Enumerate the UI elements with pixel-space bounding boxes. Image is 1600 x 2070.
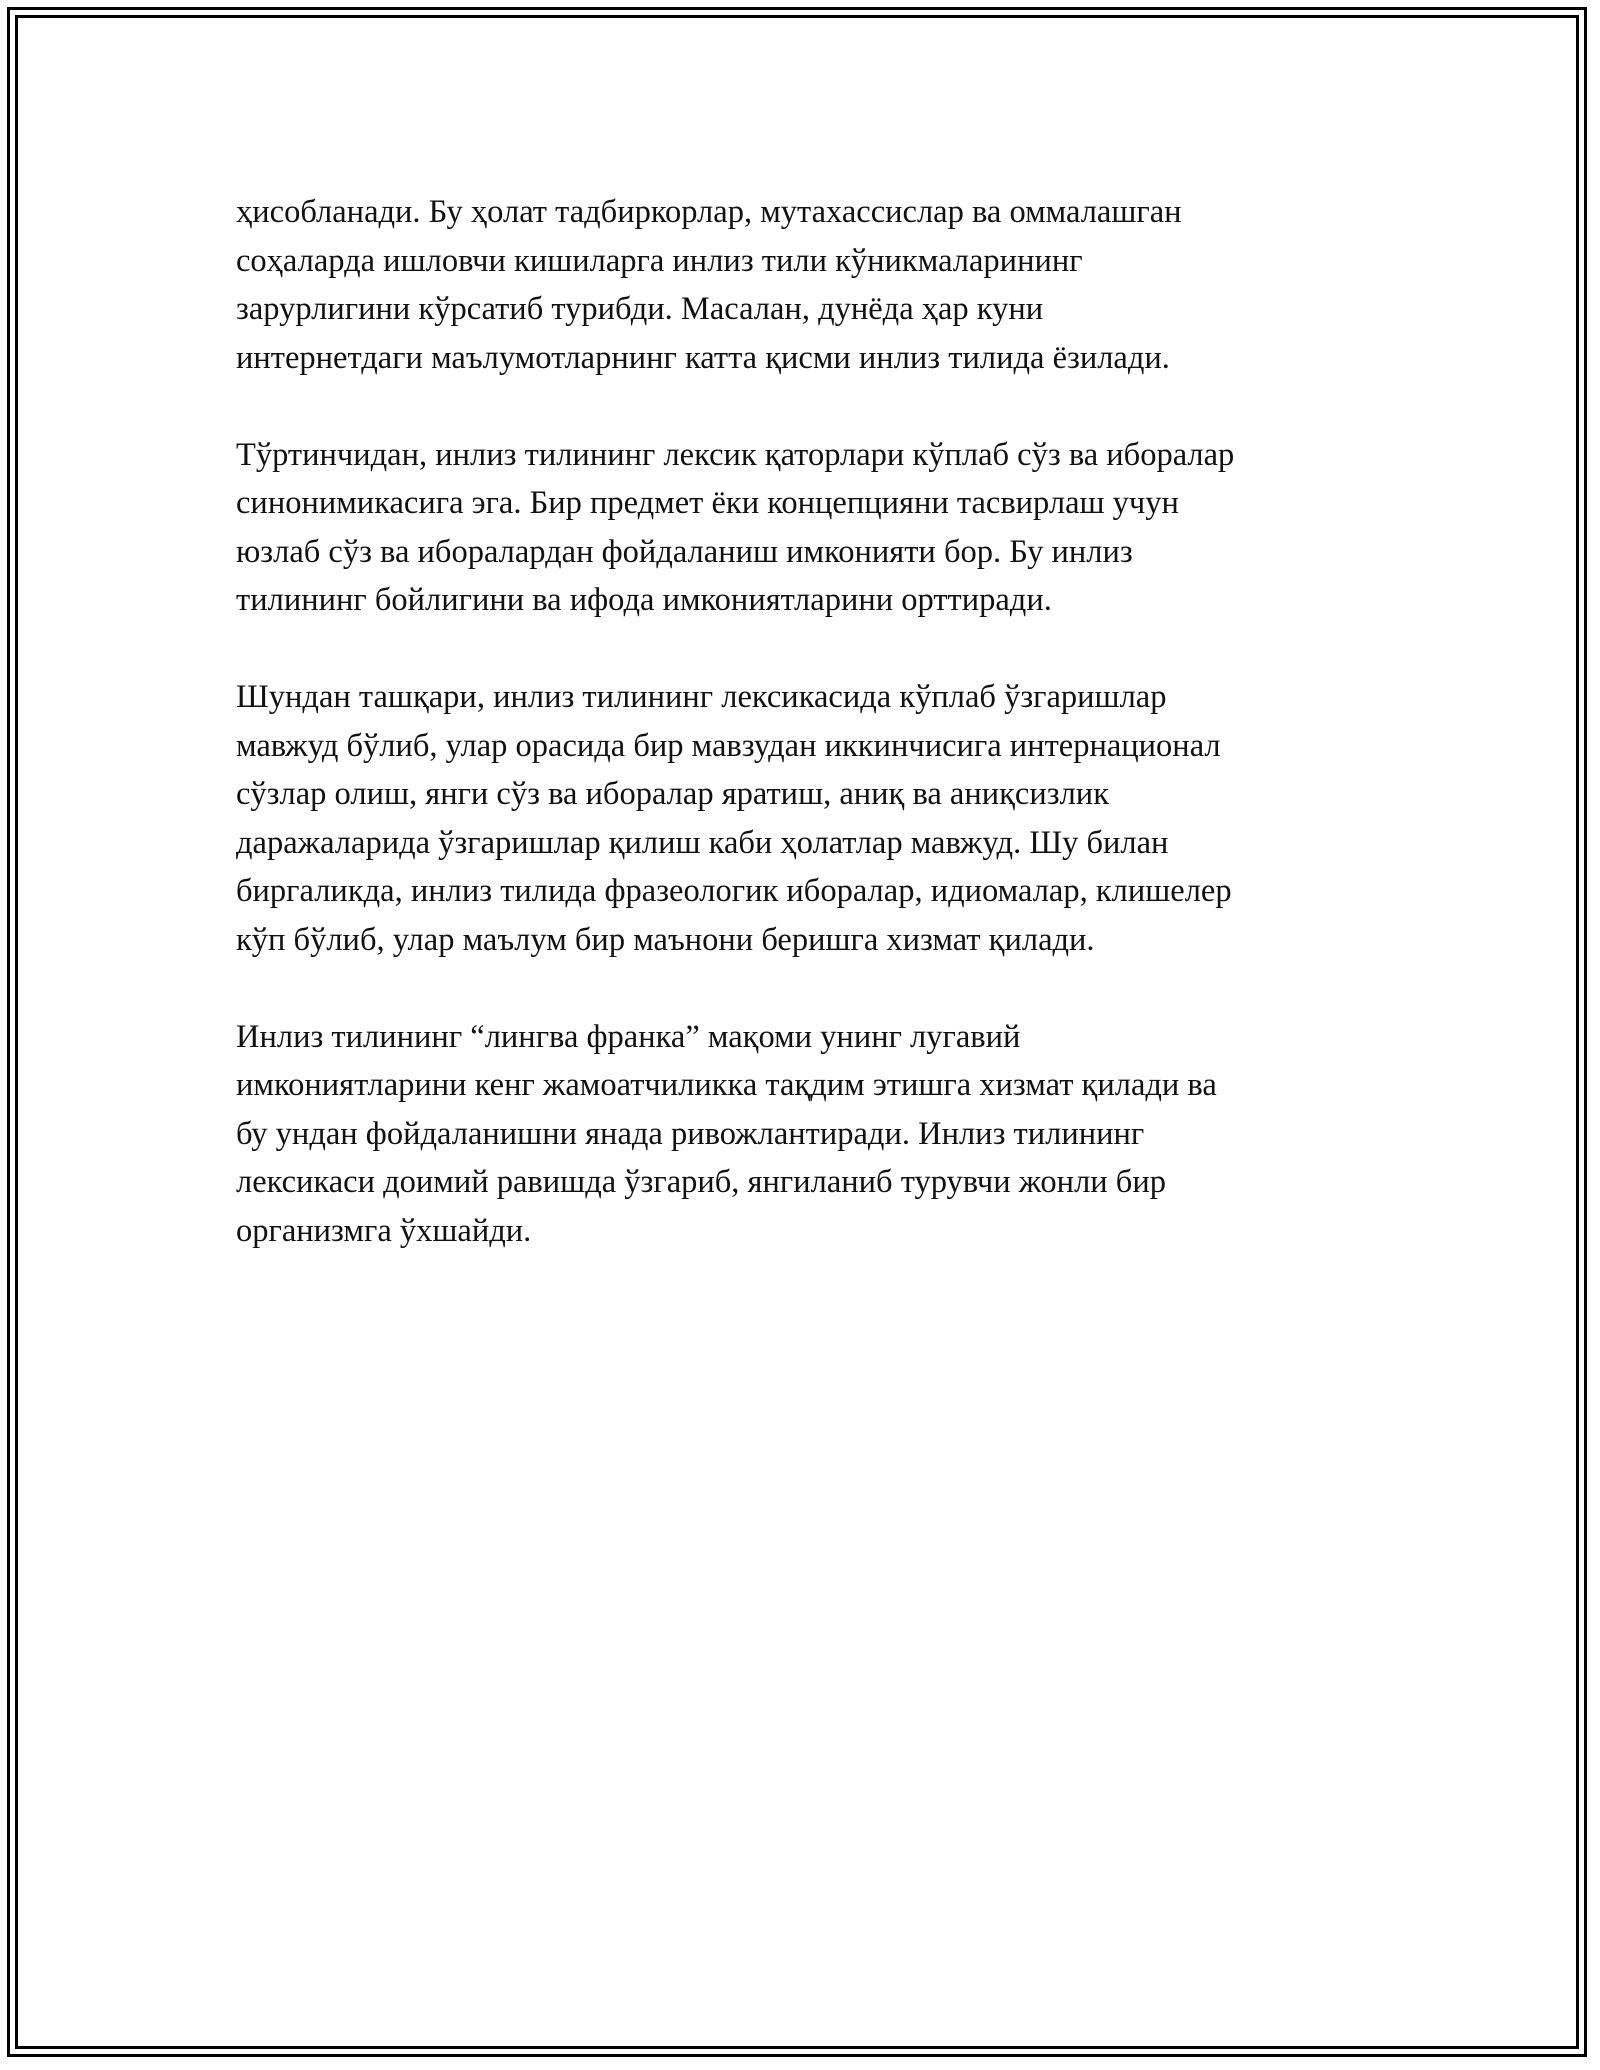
paragraph-2: Тўртинчидан, инлиз тилининг лексик қаторлари кўплаб сўз ва иборалар синонимикасига эга. Бир предмет ёки концепцияни тасвирлаш учун юзлаб сўз ва ибoралардан фойдаланиш имконияти бор. Бу инлиз тилининг бойлигини ва ифода имкониятларини орттиради. — [236, 436, 1235, 618]
paragraph-3: Шундан ташқари, инлиз тилининг лексикасида кўплаб ўзгаришлар мавжуд бўлиб, улар орасида бир мавзудан иккинчисига интернационал сўзлар олиш, янги сўз ва иборалар яратиш, аниқ ва аниқсизлик даражаларида ўзгаришлар қилиш каби ҳолатлар мавжуд. Шу билан биргаликда, инлиз тилида фразеологик иборалар, идиомалар, клишелер кўп бўлиб, улар маълум бир маънони беришга хизмат қилади. — [236, 679, 1232, 958]
document-body — [236, 188, 1406, 1304]
paragraph-1: ҳисобланади. Бу ҳолат тадбиркорлар, мутахассислар ва оммалашган соҳаларда ишловчи кишиларга инлиз тили кўникмаларининг зарурлигини кўрсатиб турибди. Масалан, дунёда ҳар куни интернетдаги маълумотларнинг катта қисми инлиз тилида ёзилади. — [236, 194, 1182, 376]
paragraph-4: Инлиз тилининг “лингва франка” мақоми унинг лугавий имкониятларини кенг жамоатчиликка тақдим этишга хизмат қилади ва бу ундан фойдаланишни янада ривожлантиради. Инлиз тилининг лексикаси доимий равишда ўзгариб, янгиланиб турувчи жонли бир организмга ўхшайди. — [236, 1018, 1217, 1249]
